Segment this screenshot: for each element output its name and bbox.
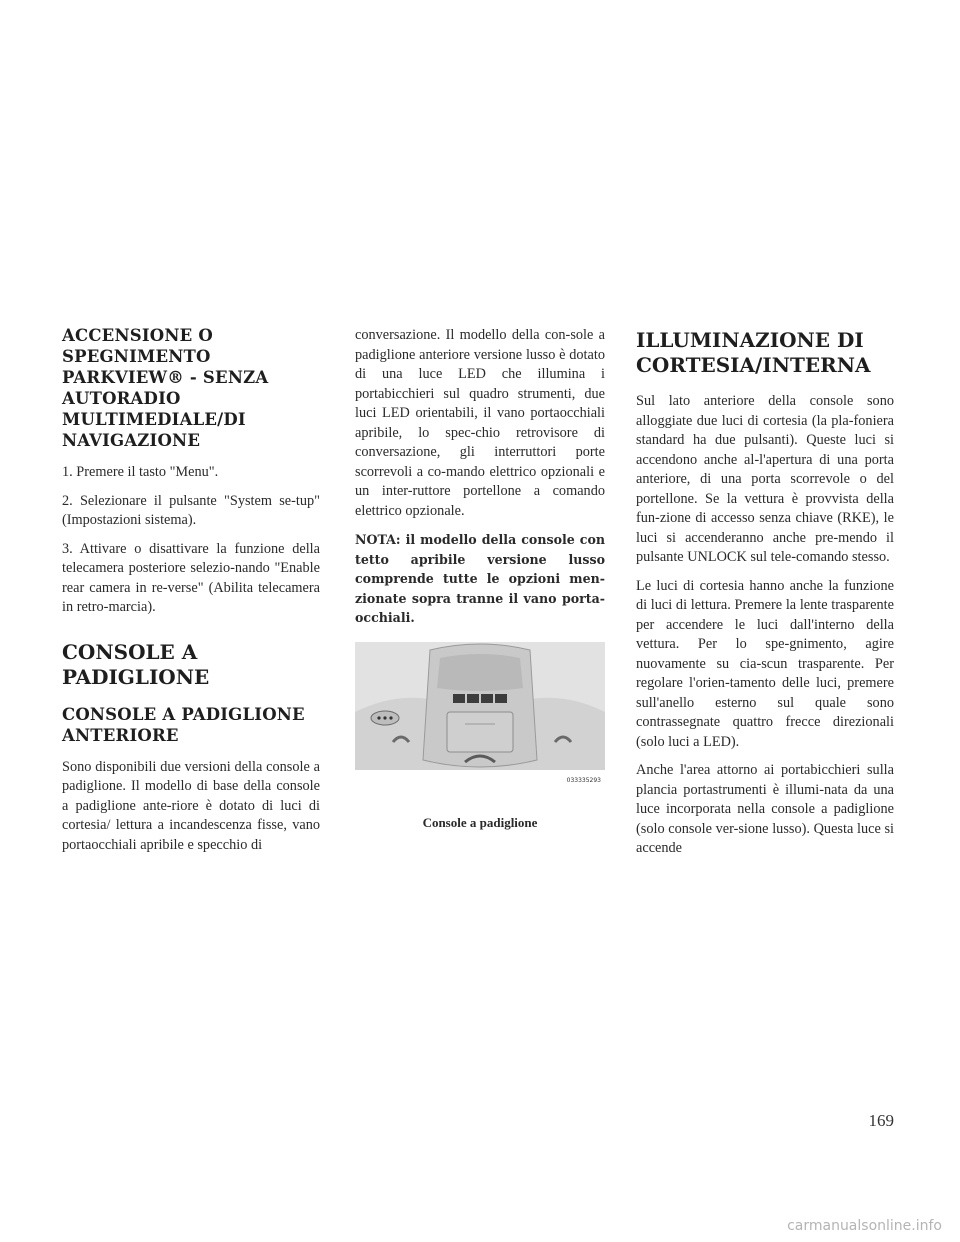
subheading-front-console: CONSOLE A PADIGLIONE ANTERIORE — [62, 704, 305, 745]
watermark: carmanualsonline.info — [787, 1218, 942, 1234]
section-title-console: CONSOLE A PADIGLIONE — [62, 639, 210, 689]
section-title-courtesy-lights: ILLUMINAZIONE DI CORTESIA/INTERNA — [636, 328, 871, 377]
figure-code: 033335293 — [566, 776, 601, 784]
left-column — [62, 325, 320, 864]
note-paragraph: NOTA: il modello della console con tetto apribile versione lusso comprende tutte le opzioni men-zionate sopra tranne il vano porta-occhiali. — [355, 532, 605, 625]
step-2: 2. Selezionare il pulsante "System se-tup" (Impostazioni sistema). — [62, 492, 320, 528]
console-paragraph: Sono disponibili due versioni della console a padiglione. Il modello di base della console a padiglione ante-riore è dotato di luci di cortesia/ lettura a incandescenza fisse, vano portaocchiali apribile e specchio di — [62, 758, 320, 853]
courtesy-paragraph-3: Anche l'area attorno ai portabicchieri sulla plancia portastrumenti è illumi-nata da una luce incorporata nella console a padiglione (solo console ver-sione lusso). Questa luce si accende — [636, 762, 894, 856]
middle-column — [355, 326, 605, 831]
section-heading-parkview: ACCENSIONE O SPEGNIMENTO PARKVIEW® - SENZA AUTORADIO MULTIMEDIALE/DI NAVIGAZIONE — [62, 326, 269, 450]
right-column — [636, 328, 894, 868]
overhead-console-illustration — [355, 642, 605, 805]
courtesy-paragraph-1: Sul lato anteriore della console sono alloggiate due luci di cortesia (la pla-foniera standard ha due pulsanti). Queste luci si accendono anche al-l'apertura di una porta anteriore, di una porta scorrevole o del portellone. Se la vettura è provvista della fun-zione di accesso senza chiave (RKE), le luci si accenderanno anche pre-mendo il pulsante UNLOCK sul tele-comando stesso. — [636, 393, 894, 565]
console-photo — [355, 642, 605, 805]
console-paragraph-cont: conversazione. Il modello della con-sole a padiglione anteriore versione lusso è dotato di una luce LED che illumina i portabicchieri sul quadro strumenti, due luci LED orientabili, il vano portaocchiali apribile, lo spec-chio retrovisore di conversazione, gli interruttori porte scorrevoli a co-mando elettrico opzionali e un inter-ruttore portellone a comando elettrico opzionale. — [355, 327, 605, 519]
courtesy-paragraph-2: Le luci di cortesia hanno anche la funzione di luci di lettura. Premere la lente trasparente per accendere le luci dall'interno della vettura. Per lo spe-gnimento, agire nuovamente su cia-scun trasparente. Per regolare l'orien-tamento delle luci, premere sull'anello esterno sul quale sono contrassegnate quattro frecce direzionali (solo luci a LED). — [636, 577, 894, 750]
page-number: 169 — [868, 1111, 894, 1130]
step-3: 3. Attivare o disattivare la funzione della telecamera posteriore selezio-nando "Enable rear camera in re-verse" (Abilita telecamera in retro-marcia). — [62, 540, 320, 615]
step-1: 1. Premere il tasto "Menu". — [62, 464, 219, 480]
figure-caption: Console a padiglione — [422, 814, 538, 830]
